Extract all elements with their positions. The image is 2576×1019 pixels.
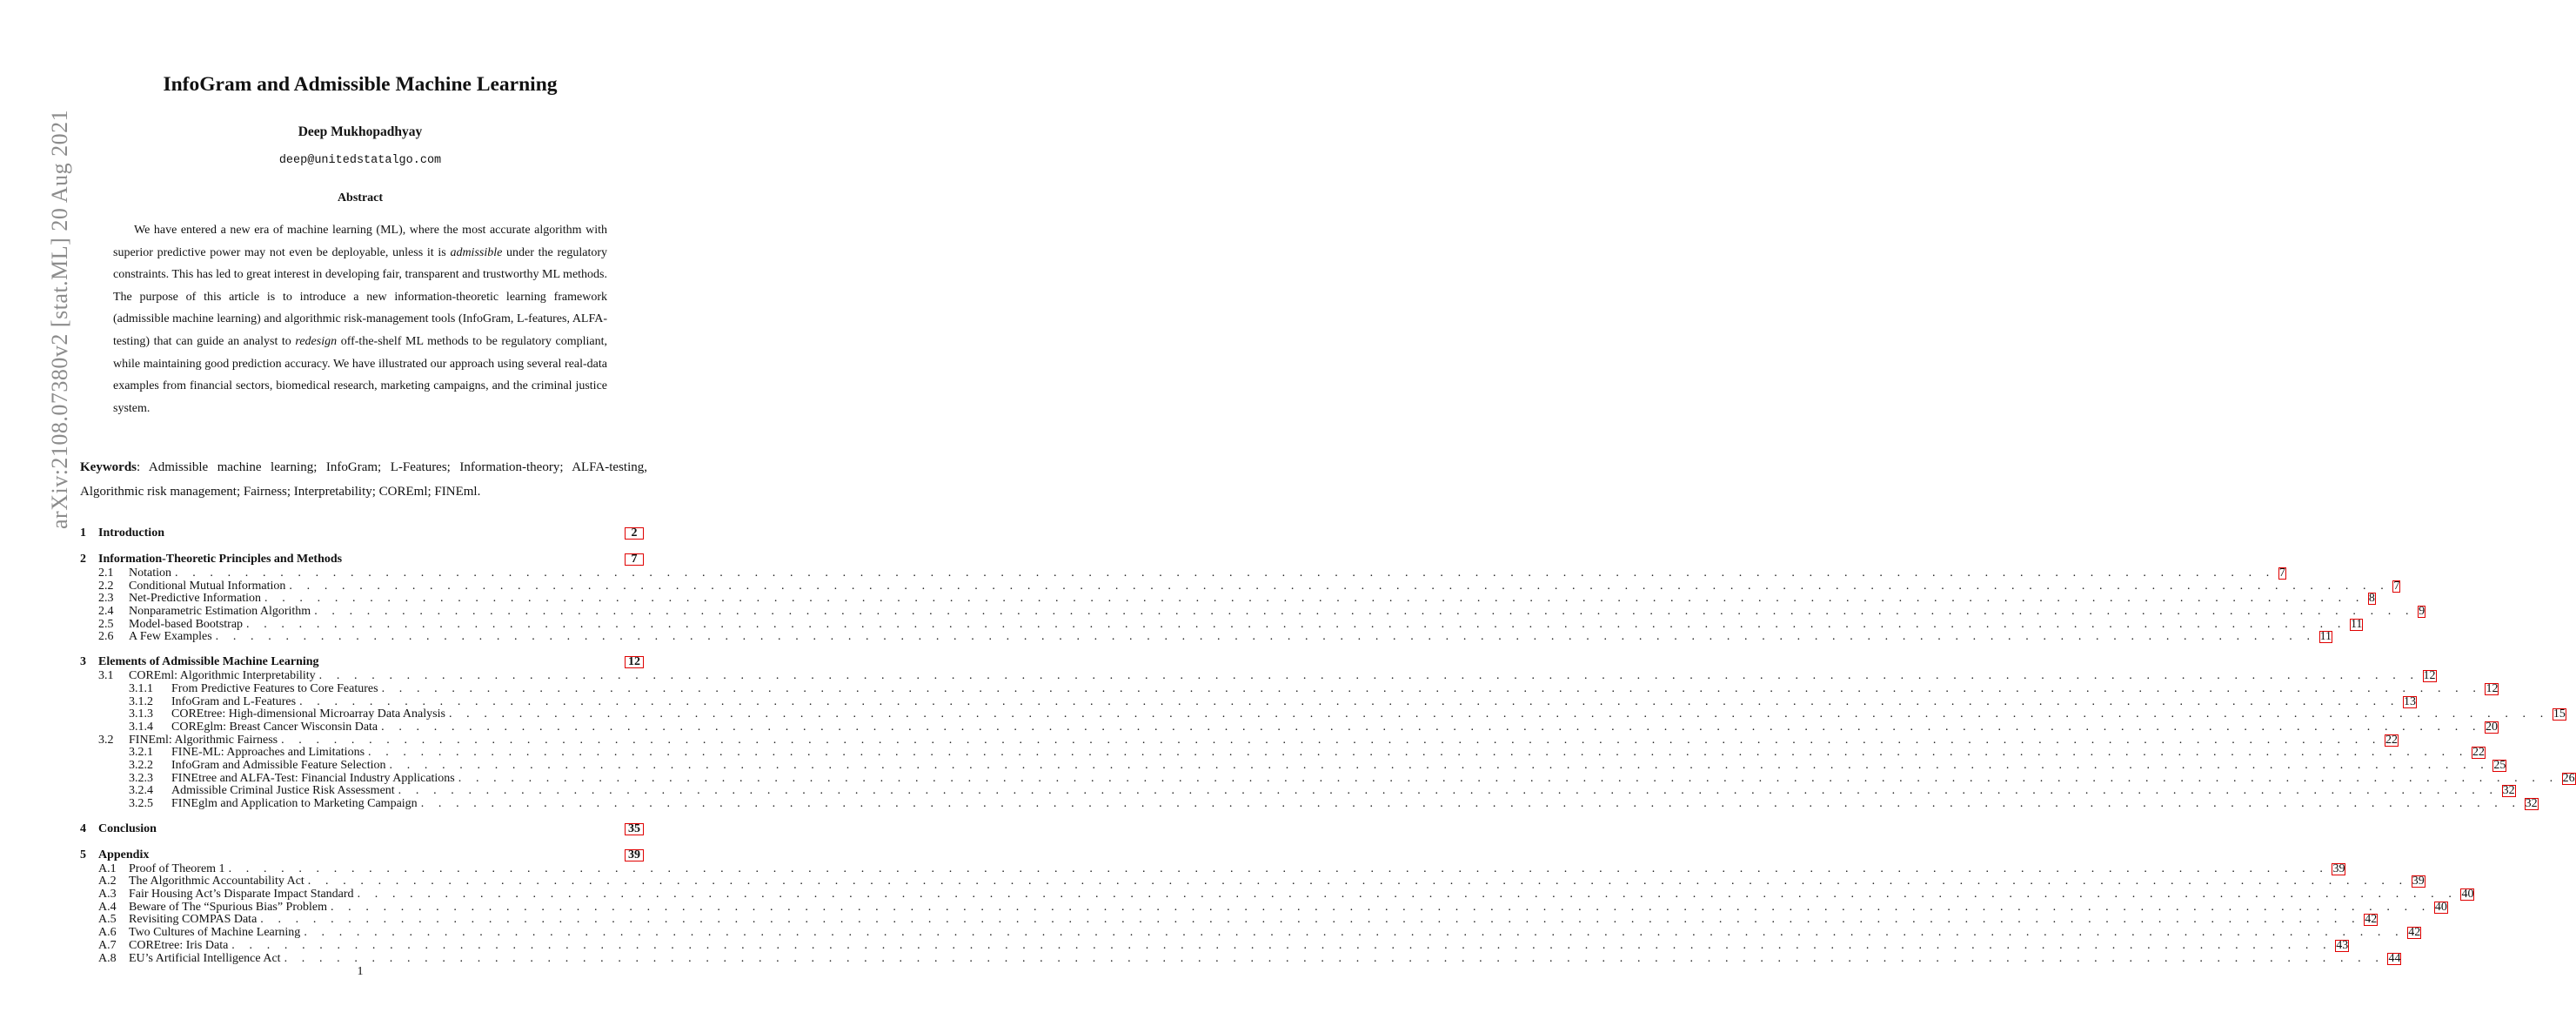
toc-page-link[interactable]: 25	[2493, 758, 2506, 772]
toc-entry-number: 2.1	[98, 566, 114, 580]
toc-page-link[interactable]: 39	[2332, 861, 2345, 875]
toc-entry[interactable]	[80, 566, 2285, 580]
toc-entry[interactable]	[80, 733, 2399, 747]
toc-page-link[interactable]: 15	[2553, 707, 2566, 721]
toc-entry[interactable]	[80, 797, 2538, 811]
toc-page-link[interactable]: 42	[2365, 913, 2378, 927]
keywords-paragraph	[80, 455, 647, 504]
toc-leader-dots: . . . . . . . . . . . . . . . . . . . . . . . . . . . . . . . . . . . . . . . . . . . . . . . . . . . . . . . . . . . . . . . . . . . . . . . . . . . . . . . . . . . . . . . . . . . . . . . . . . . . . . . . . . . . . . . . . . . . . . . .	[330, 900, 2431, 914]
toc-entry-title: InfoGram and L-Features	[171, 694, 297, 708]
toc-entry-title: FINE-ML: Approaches and Limitations	[171, 746, 365, 760]
keywords-text: : Admissible machine learning; InfoGram; L-Features; Information-theory; ALFA-testing, Algorithmic risk management; Fairness; Interpretability; COREml; FINEml.	[80, 460, 647, 499]
toc-entry-number: A.5	[98, 913, 117, 927]
toc-section-number: 4	[80, 821, 86, 835]
toc-section-title: Conclusion	[98, 821, 157, 835]
toc-page-link[interactable]: 12	[2486, 681, 2499, 695]
toc-entry[interactable]	[80, 592, 2375, 606]
toc-entry[interactable]	[80, 951, 2401, 966]
toc-entry-number: A.8	[98, 951, 117, 965]
toc-entry-number: 3.2.1	[129, 746, 153, 760]
toc-entry-title: COREtree: Iris Data	[129, 938, 229, 952]
toc-page-link[interactable]: 39	[625, 849, 644, 861]
toc-entry[interactable]	[80, 617, 2363, 632]
toc-entry-number: A.1	[98, 861, 117, 875]
author-name: Deep Mukhopadhyay	[298, 124, 423, 139]
toc-page-link[interactable]: 39	[2412, 875, 2425, 888]
toc-entry[interactable]	[80, 913, 2378, 927]
toc-section-number: 5	[80, 848, 86, 861]
toc-entry[interactable]	[80, 758, 2506, 773]
toc-entry-title: FINEglm and Application to Marketing Campaign	[171, 797, 418, 810]
toc-entry-number: 3.1	[98, 669, 114, 683]
toc-leader-dots: . . . . . . . . . . . . . . . . . . . . . . . . . . . . . . . . . . . . . . . . . . . . . . . . . . . . . . . . . . . . . . . . . . . . . . . . . . . . . . . . . . . . . . . . . . . . . . . . . . . . . . . . . . . . . . . . . . . . . . . .	[228, 861, 2329, 875]
toc-leader-dots: . . . . . . . . . . . . . . . . . . . . . . . . . . . . . . . . . . . . . . . . . . . . . . . . . . . . . . . . . . . . . . . . . . . . . . . . . . . . . . . . . . . . . . . . . . . . . . . . . . . . . . . . . . . . . . . . . . . . . . . .	[448, 707, 2549, 721]
toc-spacer	[80, 644, 644, 654]
toc-page-link[interactable]: 20	[2486, 720, 2499, 734]
toc-entry-number: 3.1.4	[129, 720, 153, 734]
toc-entry-title: From Predictive Features to Core Features	[171, 681, 378, 695]
toc-entry[interactable]	[80, 630, 2332, 644]
toc-leader-dots: . . . . . . . . . . . . . . . . . . . . . . . . . . . . . . . . . . . . . . . . . . . . . . . . . . . . . . . . . . . . . . . . . . . . . . . . . . . . . . . . . . . . . . . . . . . . . . . . . . . . . . . . . . . . . . . . . . . . . . . .	[175, 566, 2275, 580]
toc-entry-number: 2.3	[98, 592, 114, 606]
toc-entry-number: 3.1.2	[129, 694, 153, 708]
abstract-body	[113, 219, 607, 419]
toc-entry-number: 3.2.5	[129, 797, 153, 810]
toc-entry[interactable]	[80, 681, 2499, 696]
toc-page-link[interactable]: 7	[2278, 566, 2285, 580]
toc-page-link[interactable]: 11	[2319, 630, 2332, 644]
toc-spacer	[80, 811, 644, 821]
toc-leader-dots: . . . . . . . . . . . . . . . . . . . . . . . . . . . . . . . . . . . . . . . . . . . . . . . . . . . . . . . . . . . . . . . . . . . . . . . . . . . . . . . . . . . . . . . . . . . . . . . . . . . . . . . . . . . . . . . . . . . . . . . .	[381, 681, 2482, 695]
toc-section-title: Appendix	[98, 848, 150, 861]
toc-entry[interactable]	[80, 746, 2485, 760]
toc-entry-number: 3.1.1	[129, 681, 153, 695]
paper-title: InfoGram and Admissible Machine Learning	[163, 73, 558, 96]
toc-leader-dots: . . . . . . . . . . . . . . . . . . . . . . . . . . . . . . . . . . . . . . . . . . . . . . . . . . . . . . . . . . . . . . . . . . . . . . . . . . . . . . . . . . . . . . . . . . . . . . . . . . . . . . . . . . . . . . . . . . . . . . . .	[260, 913, 2361, 927]
toc-leader-dots: . . . . . . . . . . . . . . . . . . . . . . . . . . . . . . . . . . . . . . . . . . . . . . . . . . . . . . . . . . . . . . . . . . . . . . . . . . . . . . . . . . . . . . . . . . . . . . . . . . . . . . . . . . . . . . . . . . . . . . . .	[289, 579, 2390, 593]
toc-entry-number: A.2	[98, 875, 117, 888]
toc-entry-number: A.3	[98, 888, 117, 902]
toc-page-link[interactable]: 7	[2393, 579, 2400, 593]
toc-entry-number: A.6	[98, 926, 117, 940]
toc-page-link[interactable]: 35	[625, 823, 644, 835]
toc-entry[interactable]	[80, 669, 2436, 683]
toc-entry-title: FINEml: Algorithmic Fairness	[129, 733, 278, 747]
toc-page-link[interactable]: 40	[2434, 900, 2447, 914]
toc-entry-number: A.7	[98, 938, 117, 952]
toc-entry-number: 3.2.4	[129, 784, 153, 798]
toc-section-title: Introduction	[98, 526, 164, 540]
toc-entry[interactable]	[80, 605, 2425, 619]
toc-leader-dots: . . . . . . . . . . . . . . . . . . . . . . . . . . . . . . . . . . . . . . . . . . . . . . . . . . . . . . . . . . . . . . . . . . . . . . . . . . . . . . . . . . . . . . . . . . . . . . . . . . . . . . . . . . . . . . . . . . . . . . . .	[368, 746, 2468, 760]
toc-page-link[interactable]: 13	[2403, 694, 2416, 708]
toc-entry-number: 2.4	[98, 605, 114, 619]
toc-leader-dots: . . . . . . . . . . . . . . . . . . . . . . . . . . . . . . . . . . . . . . . . . . . . . . . . . . . . . . . . . . . . . . . . . . . . . . . . . . . . . . . . . . . . . . . . . . . . . . . . . . . . . . . . . . . . . . . . . . . . . . . .	[389, 758, 2490, 772]
toc-section[interactable]	[80, 848, 644, 863]
toc-page-link[interactable]: 11	[2350, 617, 2363, 631]
toc-entry[interactable]	[80, 888, 2474, 902]
toc-leader-dots: . . . . . . . . . . . . . . . . . . . . . . . . . . . . . . . . . . . . . . . . . . . . . . . . . . . . . . . . . . . . . . . . . . . . . . . . . . . . . . . . . . . . . . . . . . . . . . . . . . . . . . . . . . . . . . . . . . . . . . . .	[231, 938, 2332, 952]
toc-leader-dots: . . . . . . . . . . . . . . . . . . . . . . . . . . . . . . . . . . . . . . . . . . . . . . . . . . . . . . . . . . . . . . . . . . . . . . . . . . . . . . . . . . . . . . . . . . . . . . . . . . . . . . . . . . . . . . . . . . . . . . . .	[318, 669, 2419, 683]
toc-page-link[interactable]: 43	[2336, 938, 2349, 952]
toc-entry-number: 2.6	[98, 630, 114, 644]
toc-section[interactable]	[80, 526, 644, 541]
toc-page-link[interactable]: 32	[2502, 784, 2515, 798]
toc-leader-dots: . . . . . . . . . . . . . . . . . . . . . . . . . . . . . . . . . . . . . . . . . . . . . . . . . . . . . . . . . . . . . . . . . . . . . . . . . . . . . . . . . . . . . . . . . . . . . . . . . . . . . . . . . . . . . . . . . . . . . . . .	[246, 617, 2346, 631]
toc-entry-title: Revisiting COMPAS Data	[129, 913, 258, 927]
author-email[interactable]: deep@unitedstatalgo.com	[278, 154, 442, 167]
toc-entry-number: 3.2	[98, 733, 114, 747]
toc-spacer	[80, 837, 644, 848]
toc-page-link[interactable]: 40	[2461, 888, 2474, 902]
toc-entry[interactable]	[80, 771, 2575, 786]
toc-section[interactable]	[80, 654, 644, 670]
toc-page-link[interactable]: 26	[2562, 771, 2575, 785]
toc-entry-title: FINEtree and ALFA-Test: Financial Industry Applications	[171, 771, 455, 785]
toc-entry-number: 3.2.3	[129, 771, 153, 785]
toc-page-link[interactable]: 7	[625, 553, 644, 566]
toc-entry[interactable]	[80, 707, 2566, 721]
toc-entry-title: Conditional Mutual Information	[129, 579, 286, 593]
toc-entry-title: COREtree: High-dimensional Microarray Data Analysis	[171, 707, 445, 721]
toc-entry[interactable]	[80, 694, 2416, 709]
abstract-emphasis-admissible: admissible	[450, 245, 503, 259]
toc-entry[interactable]	[80, 784, 2515, 798]
toc-section-number: 2	[80, 553, 86, 566]
toc-entry[interactable]	[80, 861, 2345, 876]
toc-leader-dots: . . . . . . . . . . . . . . . . . . . . . . . . . . . . . . . . . . . . . . . . . . . . . . . . . . . . . . . . . . . . . . . . . . . . . . . . . . . . . . . . . . . . . . . . . . . . . . . . . . . . . . . . . . . . . . . . . . . . . . . .	[314, 605, 2415, 619]
toc-page-link[interactable]: 8	[2368, 592, 2375, 606]
toc-leader-dots: . . . . . . . . . . . . . . . . . . . . . . . . . . . . . . . . . . . . . . . . . . . . . . . . . . . . . . . . . . . . . . . . . . . . . . . . . . . . . . . . . . . . . . . . . . . . . . . . . . . . . . . . . . . . . . . . . . . . . . . .	[458, 771, 2559, 785]
toc-section-title: Information-Theoretic Principles and Methods	[98, 553, 343, 566]
toc-section-number: 3	[80, 655, 86, 669]
toc-entry-title: Nonparametric Estimation Algorithm	[129, 605, 311, 619]
toc-entry-title: Fair Housing Act’s Disparate Impact Standard	[129, 888, 354, 902]
toc-entry[interactable]	[80, 900, 2447, 915]
toc-entry-title: COREml: Algorithmic Interpretability	[129, 669, 316, 683]
toc-leader-dots: . . . . . . . . . . . . . . . . . . . . . . . . . . . . . . . . . . . . . . . . . . . . . . . . . . . . . . . . . . . . . . . . . . . . . . . . . . . . . . . . . . . . . . . . . . . . . . . . . . . . . . . . . . . . . . . . . . . . . . . .	[398, 784, 2499, 798]
toc-leader-dots: . . . . . . . . . . . . . . . . . . . . . . . . . . . . . . . . . . . . . . . . . . . . . . . . . . . . . . . . . . . . . . . . . . . . . . . . . . . . . . . . . . . . . . . . . . . . . . . . . . . . . . . . . . . . . . . . . . . . . . . .	[215, 630, 2316, 644]
toc-entry-title: EU’s Artificial Intelligence Act	[129, 951, 281, 965]
toc-entry-title: The Algorithmic Accountability Act	[129, 875, 304, 888]
toc-entry-number: 3.2.2	[129, 758, 153, 772]
toc-spacer	[80, 541, 644, 552]
table-of-contents	[80, 526, 2575, 965]
abstract-text-2: under the regulatory constraints. This has led to great interest in developing fair, transparent and trustworthy ML methods. The purpose of this article is to introduce a new information-theoretic learning framework (admissible machine learning) and algorithmic risk-management tools (InfoGram, L-features, ALFA-testing) that can guide an analyst to	[113, 245, 607, 348]
toc-page-link[interactable]: 42	[2408, 926, 2421, 940]
toc-leader-dots: . . . . . . . . . . . . . . . . . . . . . . . . . . . . . . . . . . . . . . . . . . . . . . . . . . . . . . . . . . . . . . . . . . . . . . . . . . . . . . . . . . . . . . . . . . . . . . . . . . . . . . . . . . . . . . . . . . . . . . . .	[381, 720, 2482, 734]
toc-leader-dots: . . . . . . . . . . . . . . . . . . . . . . . . . . . . . . . . . . . . . . . . . . . . . . . . . . . . . . . . . . . . . . . . . . . . . . . . . . . . . . . . . . . . . . . . . . . . . . . . . . . . . . . . . . . . . . . . . . . . . . . .	[420, 797, 2521, 810]
toc-entry-title: Admissible Criminal Justice Risk Assessment	[171, 784, 395, 798]
toc-entry-number: A.4	[98, 900, 117, 914]
toc-page-link[interactable]: 22	[2385, 733, 2399, 747]
toc-entry[interactable]	[80, 579, 2400, 593]
toc-leader-dots: . . . . . . . . . . . . . . . . . . . . . . . . . . . . . . . . . . . . . . . . . . . . . . . . . . . . . . . . . . . . . . . . . . . . . . . . . . . . . . . . . . . . . . . . . . . . . . . . . . . . . . . . . . . . . . . . . . . . . . . .	[284, 951, 2385, 965]
toc-entry-title: Two Cultures of Machine Learning	[129, 926, 301, 940]
toc-entry[interactable]	[80, 720, 2499, 734]
toc-leader-dots: . . . . . . . . . . . . . . . . . . . . . . . . . . . . . . . . . . . . . . . . . . . . . . . . . . . . . . . . . . . . . . . . . . . . . . . . . . . . . . . . . . . . . . . . . . . . . . . . . . . . . . . . . . . . . . . . . . . . . . . .	[307, 875, 2408, 888]
abstract-emphasis-redesign: redesign	[295, 334, 338, 348]
toc-page-link[interactable]: 22	[2472, 746, 2485, 760]
toc-entry[interactable]	[80, 938, 2349, 953]
abstract-text-1: We have entered a new era of machine learning (ML), where the most accurate algorithm with superior predictive power may not even be deployable, unless it is	[113, 224, 607, 259]
toc-page-link[interactable]: 12	[625, 656, 644, 668]
toc-section[interactable]	[80, 821, 644, 837]
toc-leader-dots: . . . . . . . . . . . . . . . . . . . . . . . . . . . . . . . . . . . . . . . . . . . . . . . . . . . . . . . . . . . . . . . . . . . . . . . . . . . . . . . . . . . . . . . . . . . . . . . . . . . . . . . . . . . . . . . . . . . . . . . .	[299, 694, 2399, 708]
toc-entry-title: Net-Predictive Information	[129, 592, 262, 606]
toc-entry[interactable]	[80, 875, 2425, 888]
toc-leader-dots: . . . . . . . . . . . . . . . . . . . . . . . . . . . . . . . . . . . . . . . . . . . . . . . . . . . . . . . . . . . . . . . . . . . . . . . . . . . . . . . . . . . . . . . . . . . . . . . . . . . . . . . . . . . . . . . . . . . . . . . .	[357, 888, 2458, 902]
toc-entry-number: 2.2	[98, 579, 114, 593]
toc-entry-number: 2.5	[98, 617, 114, 631]
toc-section[interactable]	[80, 552, 644, 567]
toc-page-link[interactable]: 2	[625, 527, 644, 540]
toc-leader-dots: . . . . . . . . . . . . . . . . . . . . . . . . . . . . . . . . . . . . . . . . . . . . . . . . . . . . . . . . . . . . . . . . . . . . . . . . . . . . . . . . . . . . . . . . . . . . . . . . . . . . . . . . . . . . . . . . . . . . . . . .	[264, 592, 2365, 606]
toc-page-link[interactable]: 9	[2419, 605, 2425, 619]
keywords-label: Keywords	[80, 460, 137, 474]
toc-entry-title: A Few Examples	[129, 630, 212, 644]
page-number: 1	[357, 965, 364, 978]
abstract-heading: Abstract	[337, 191, 384, 204]
toc-entry-number: 3.1.3	[129, 707, 153, 721]
abstract-text-3: off-the-shelf ML methods to be regulatory compliant, while maintaining good prediction accuracy. We have illustrated our approach using several real-data examples from financial sectors, biomedical research, marketing campaigns, and the criminal justice system.	[113, 334, 607, 415]
toc-entry-title: InfoGram and Admissible Feature Selection	[171, 758, 386, 772]
toc-entry-title: Proof of Theorem 1	[129, 861, 225, 875]
toc-entry-title: Model-based Bootstrap	[129, 617, 244, 631]
arxiv-identifier-stamp: arXiv:2108.07380v2 [stat.ML] 20 Aug 2021	[47, 109, 72, 529]
toc-leader-dots: . . . . . . . . . . . . . . . . . . . . . . . . . . . . . . . . . . . . . . . . . . . . . . . . . . . . . . . . . . . . . . . . . . . . . . . . . . . . . . . . . . . . . . . . . . . . . . . . . . . . . . . . . . . . . . . . . . . . . . . .	[304, 926, 2405, 940]
toc-page-link[interactable]: 44	[2388, 951, 2401, 965]
toc-section-title: Elements of Admissible Machine Learning	[98, 655, 319, 669]
toc-section-number: 1	[80, 526, 86, 540]
toc-page-link[interactable]: 32	[2525, 797, 2538, 810]
toc-leader-dots: . . . . . . . . . . . . . . . . . . . . . . . . . . . . . . . . . . . . . . . . . . . . . . . . . . . . . . . . . . . . . . . . . . . . . . . . . . . . . . . . . . . . . . . . . . . . . . . . . . . . . . . . . . . . . . . . . . . . . . . .	[281, 733, 2382, 747]
toc-page-link[interactable]: 12	[2423, 669, 2436, 683]
toc-entry-title: COREglm: Breast Cancer Wisconsin Data	[171, 720, 378, 734]
toc-entry-title: Beware of The “Spurious Bias” Problem	[129, 900, 327, 914]
toc-entry-title: Notation	[129, 566, 171, 580]
toc-entry[interactable]	[80, 926, 2421, 940]
